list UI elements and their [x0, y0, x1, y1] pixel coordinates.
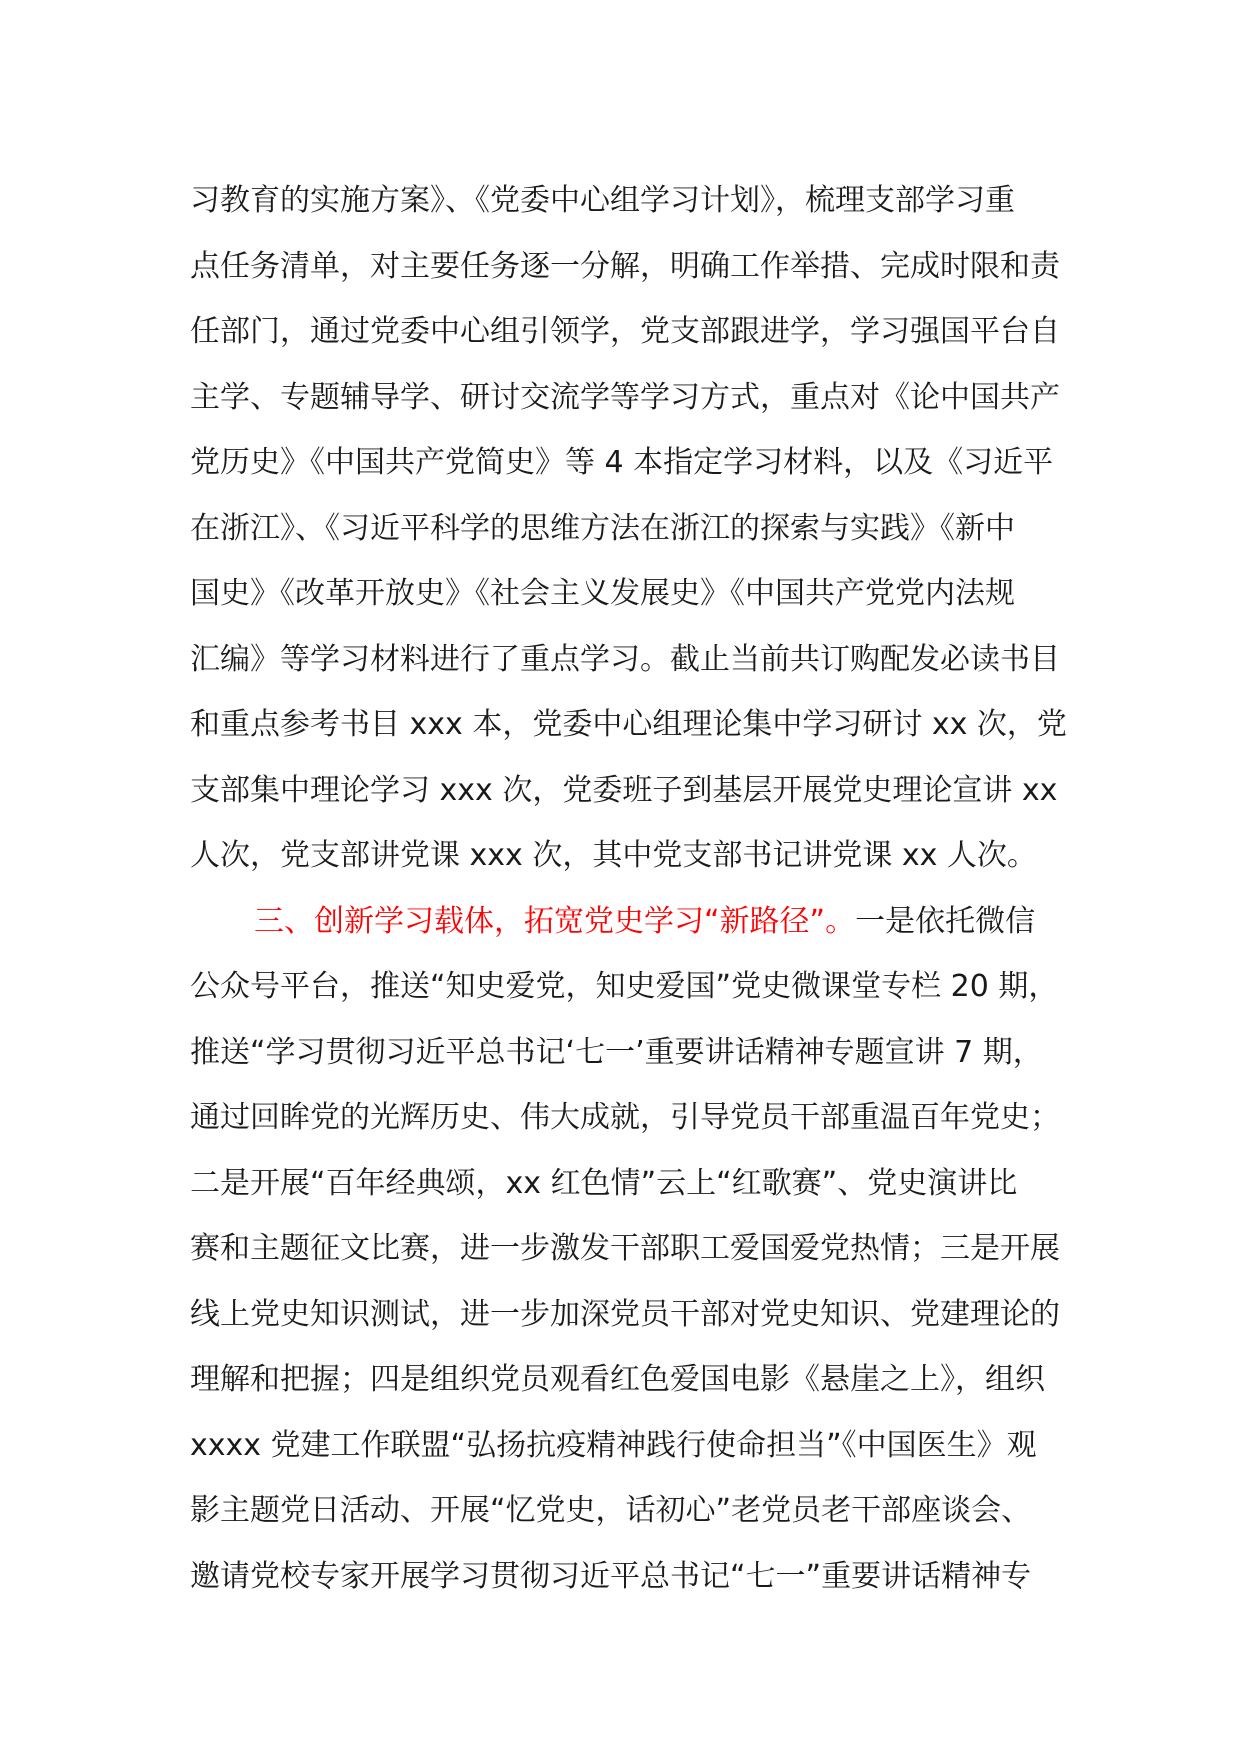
text-line: 党历史》《中国共产党简史》等 4 本指定学习材料，以及《习近平: [190, 445, 1054, 480]
body-text: [190, 168, 1070, 1609]
text-line: xxxx 党建工作联盟“弘扬抗疫精神践行使命担当”《中国医生》观: [190, 1427, 1037, 1463]
text-line: 理解和把握；四是组织党员观看红色爱国电影《悬崖之上》，组织: [190, 1362, 1045, 1397]
text-line: 在浙江》、《习近平科学的思维方法在浙江的探索与实践》《新中: [190, 510, 1015, 546]
text-line: 支部集中理论学习 xxx 次，党委班子到基层开展党史理论宣讲 xx: [190, 772, 1058, 808]
text-line: 通过回眸党的光辉历史、伟大成就，引导党员干部重温百年党史；: [190, 1100, 1060, 1135]
section-3-heading: 三、创新学习载体，拓宽党史学习“新路径”。: [254, 903, 856, 939]
text-line: 人次，党支部讲党课 xxx 次，其中党支部书记讲党课 xx 人次。: [190, 838, 1037, 873]
section-3-first-line: [190, 889, 1070, 955]
text-line: 汇编》等学习材料进行了重点学习。截止当前共订购配发必读书目: [190, 641, 1060, 677]
text-line: 影主题党日活动、开展“忆党史，话初心”老党员老干部座谈会、: [190, 1493, 1032, 1528]
text-line: 公众号平台，推送“知史爱党，知史爱国”党史微课堂专栏 20 期，: [190, 969, 1059, 1004]
section-3-first-line-text: 一是依托微信: [855, 903, 1036, 939]
text-line: 习教育的实施方案》、《党委中心组学习计划》，梳理支部学习重: [190, 183, 1015, 218]
text-line: 和重点参考书目 xxx 本，党委中心组理论集中学习研讨 xx 次，党: [190, 707, 1067, 742]
text-line: 线上党史知识测试，进一步加深党员干部对党史知识、党建理论的: [190, 1296, 1060, 1332]
text-line: 主学、专题辅导学、研讨交流学等学习方式，重点对《论中国共产: [190, 379, 1060, 415]
text-line: 国史》《改革开放史》《社会主义发展史》《中国共产党党内法规: [190, 576, 1015, 611]
text-line: 二是开展“百年经典颂，xx 红色情”云上“红歌赛”、党史演讲比: [190, 1165, 1018, 1201]
text-line: 推送“学习贯彻习近平总书记‘七一’重要讲话精神专题宣讲 7 期，: [190, 1034, 1043, 1070]
text-line: 邀请党校专家开展学习贯彻习近平总书记“七一”重要讲话精神专: [190, 1558, 1032, 1594]
text-line: 点任务清单，对主要任务逐一分解，明确工作举措、完成时限和责: [190, 248, 1060, 284]
text-line: 赛和主题征文比赛，进一步激发干部职工爱国爱党热情；三是开展: [190, 1231, 1060, 1266]
text-line: 任部门，通过党委中心组引领学，党支部跟进学，学习强国平台自: [190, 314, 1060, 349]
